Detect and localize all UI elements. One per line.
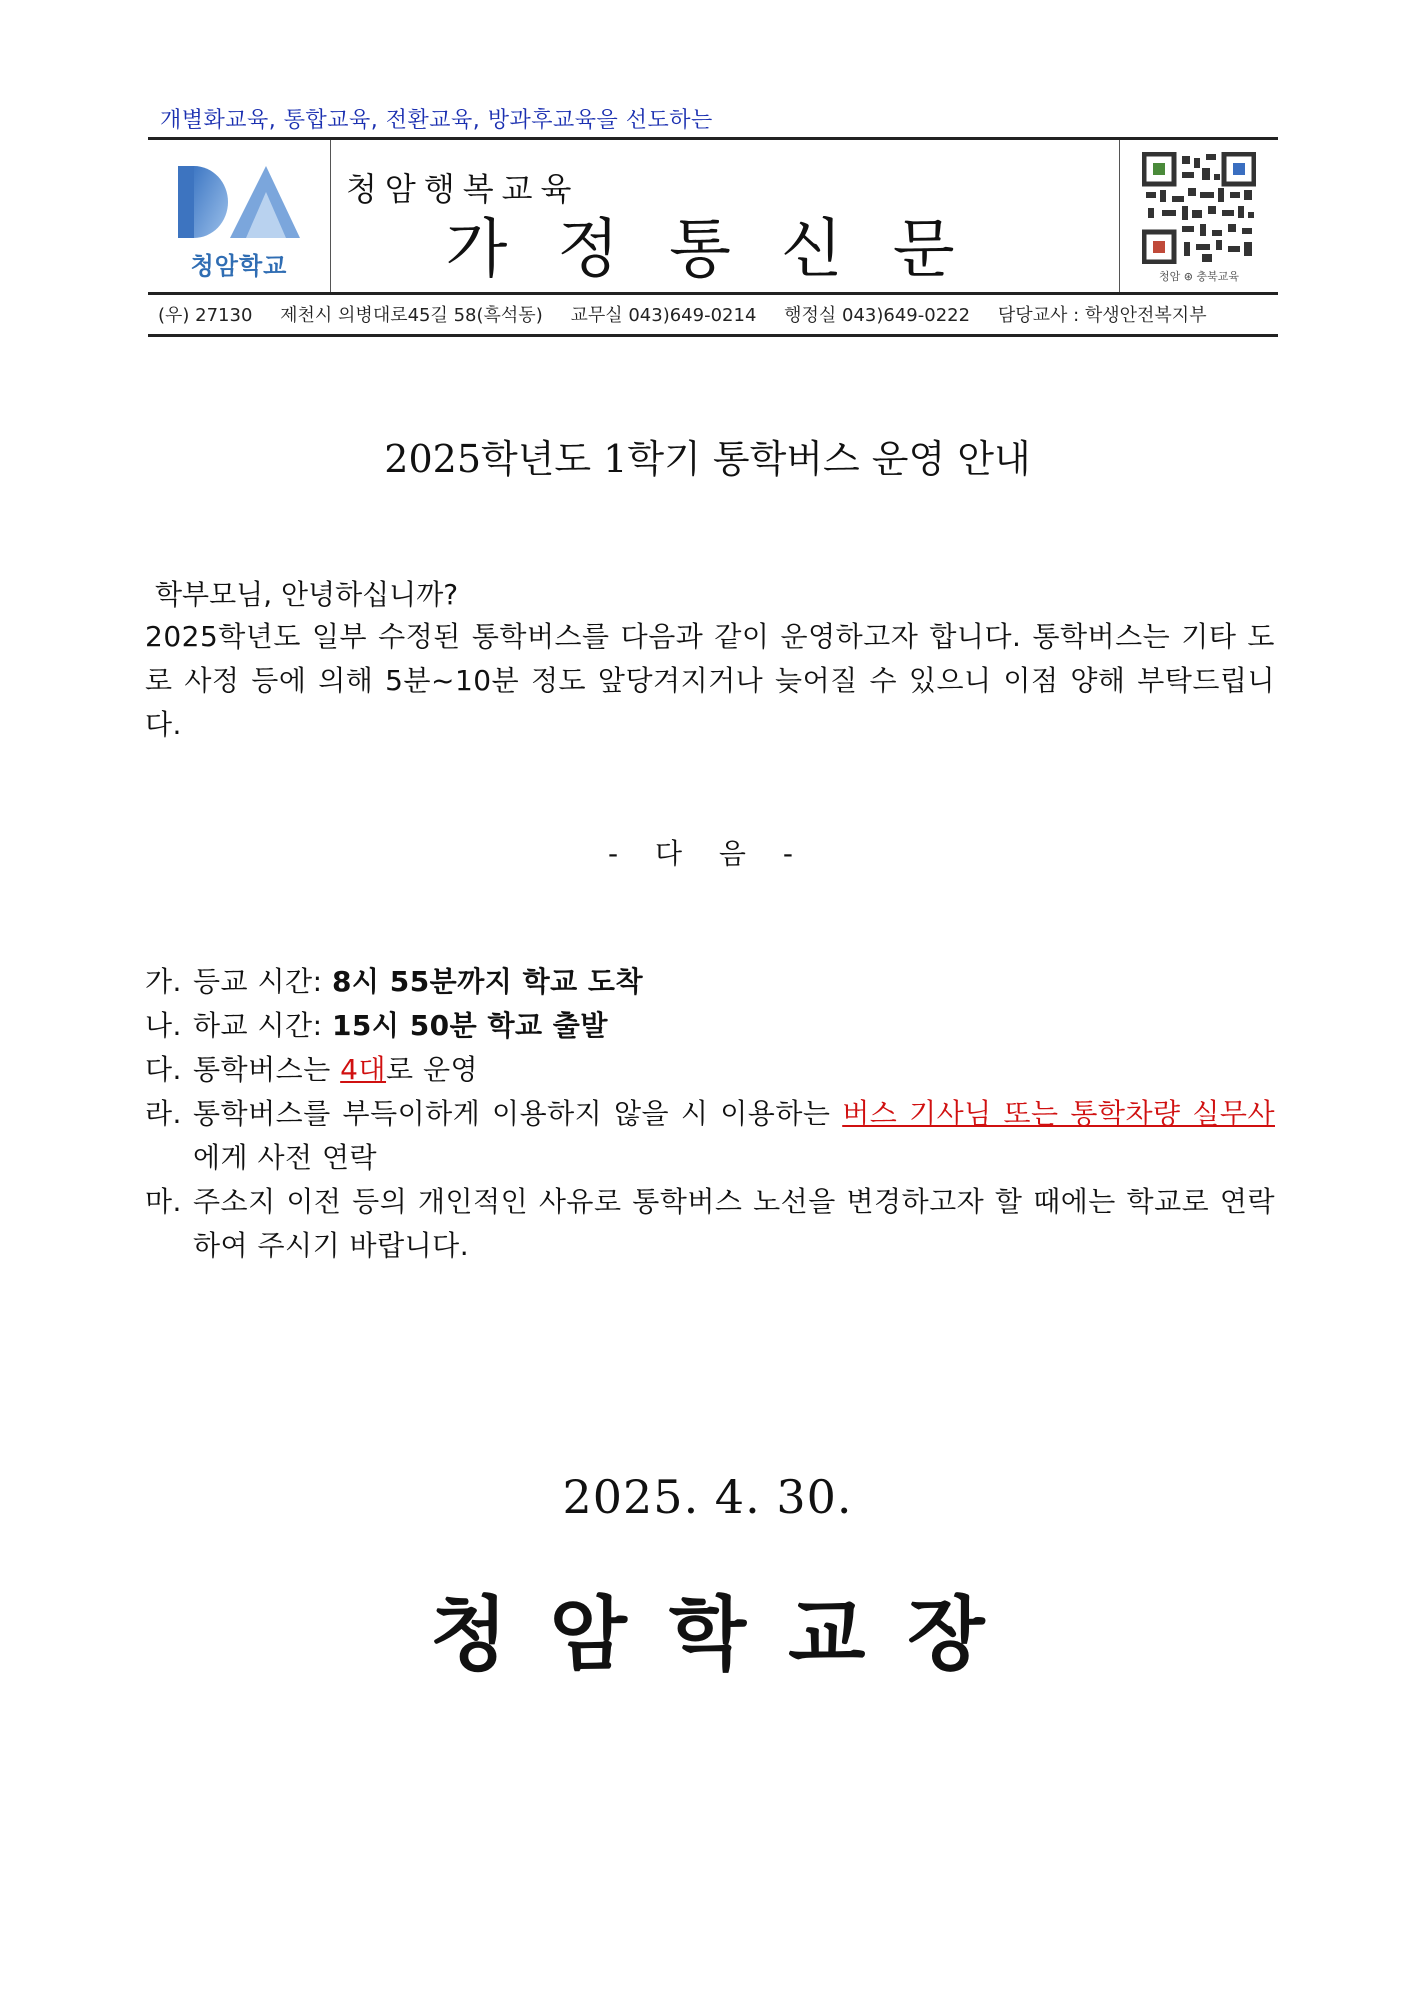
item-marker: 마. bbox=[145, 1185, 182, 1218]
item-text: 통학버스는 bbox=[193, 1053, 341, 1086]
item-label: 하교 시간: bbox=[193, 1009, 332, 1042]
item-marker: 다. bbox=[145, 1053, 182, 1086]
admin-phone: 행정실 043)649-0222 bbox=[784, 305, 971, 326]
departure-time: 15시 50분 학교 출발 bbox=[331, 1009, 608, 1042]
address-line bbox=[148, 297, 1278, 337]
item-marker: 가. bbox=[145, 965, 182, 998]
logo-text: 청암학교 bbox=[190, 252, 288, 280]
newsletter-masthead: 가정통신문 bbox=[445, 213, 1005, 287]
notice-items bbox=[145, 960, 1275, 1268]
newsletter-header bbox=[148, 137, 1278, 295]
item-text: 통학버스를 부득이하게 이용하지 않을 시 이용하는 bbox=[193, 1097, 843, 1130]
qr-code-area bbox=[1119, 140, 1278, 292]
contact-person: 버스 기사님 또는 통학차량 실무사 bbox=[842, 1097, 1275, 1130]
zip-code: (우) 27130 bbox=[158, 305, 253, 326]
bus-count: 4대 bbox=[340, 1053, 387, 1086]
list-item bbox=[145, 1092, 1275, 1180]
school-logo bbox=[148, 140, 331, 292]
intro-paragraph: 2025학년도 일부 수정된 통학버스를 다음과 같이 운영하고자 합니다. 통학버스는 기타 도로 사정 등에 의해 5분~10분 정도 앞당겨지거나 늦어질 수 있으니 이점 양해 부탁드립니다. bbox=[145, 620, 1275, 741]
item-text: 에게 사전 연락 bbox=[193, 1141, 378, 1174]
street-address: 제천시 의병대로45길 58(흑석동) bbox=[280, 305, 543, 326]
document-title: 2025학년도 1학기 통학버스 운영 안내 bbox=[384, 437, 1031, 481]
list-item bbox=[145, 1004, 1275, 1048]
school-logo-icon bbox=[176, 162, 302, 242]
office-phone: 교무실 043)649-0214 bbox=[570, 305, 757, 326]
section-divider: - 다 음 - bbox=[607, 837, 807, 870]
item-text: 로 운영 bbox=[386, 1053, 479, 1086]
item-marker: 나. bbox=[145, 1009, 182, 1042]
teacher-in-charge: 담당교사 : 학생안전복지부 bbox=[997, 305, 1207, 326]
arrival-time: 8시 55분까지 학교 도착 bbox=[331, 965, 644, 998]
greeting: 학부모님, 안녕하십니까? bbox=[155, 578, 459, 611]
principal-signature: 청암학교장 bbox=[430, 1587, 1027, 1681]
list-item bbox=[145, 960, 1275, 1004]
item-marker: 라. bbox=[145, 1097, 182, 1130]
item-text: 주소지 이전 등의 개인적인 사유로 통학버스 노선을 변경하고자 할 때에는 학교로 연락하여 주시기 바랍니다. bbox=[193, 1185, 1275, 1262]
slogan: 개별화교육, 통합교육, 전환교육, 방과후교육을 선도하는 bbox=[160, 108, 713, 133]
newsletter-subtitle: 청암행복교육 bbox=[346, 170, 580, 208]
document-date: 2025. 4. 30. bbox=[562, 1470, 853, 1524]
qr-caption: 청암 ⊛ 충북교육 bbox=[1159, 270, 1239, 283]
list-item bbox=[145, 1048, 1275, 1092]
list-item bbox=[145, 1180, 1275, 1268]
item-label: 등교 시간: bbox=[193, 965, 332, 998]
qr-code-icon bbox=[1142, 152, 1256, 264]
